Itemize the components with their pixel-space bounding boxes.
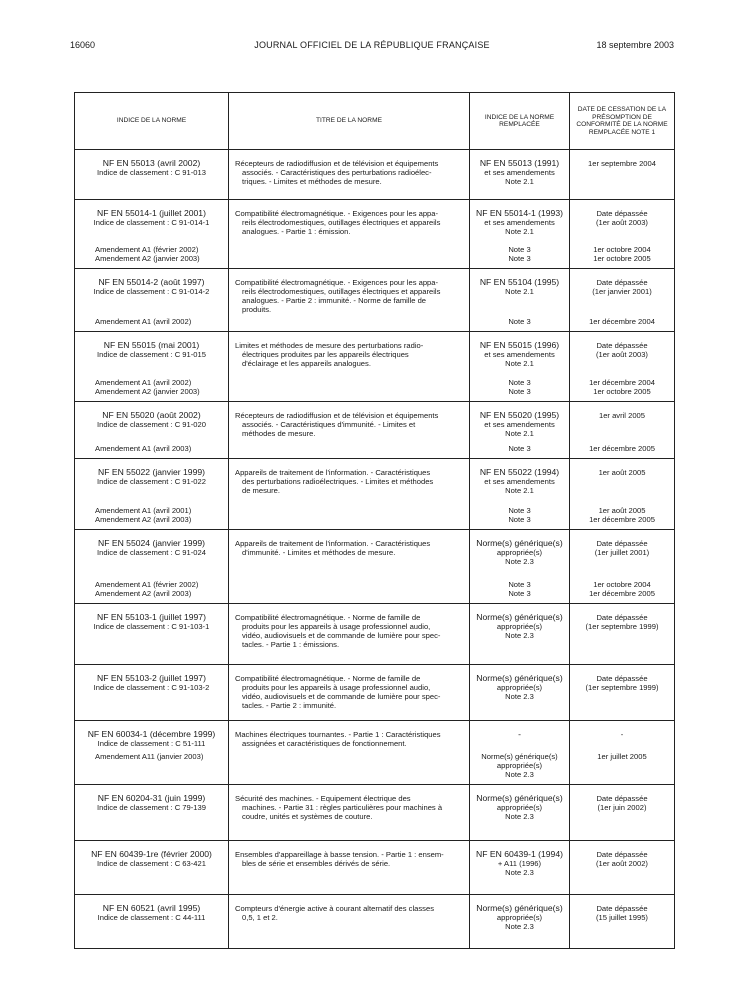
cell-cessation bbox=[570, 604, 675, 665]
replaced-norm-line: NF EN 55013 (1991) bbox=[479, 158, 560, 168]
table-row bbox=[75, 895, 675, 949]
norm-reference: NF EN 55014-2 (août 1997) bbox=[98, 277, 205, 287]
replaced-norm-line: et ses amendements bbox=[484, 168, 555, 177]
replaced-amendment-line: Note 3 bbox=[508, 444, 531, 453]
cessation-date-line: (1er janvier 2001) bbox=[592, 287, 652, 296]
replaced-norm-line: Note 2.3 bbox=[505, 812, 534, 821]
cessation-date-line: (1er août 2003) bbox=[596, 350, 648, 359]
amendment-reference: Amendement A1 (février 2002) bbox=[95, 245, 199, 254]
norm-title-line: reils électrodomestiques, outillages électriques et appareils bbox=[242, 287, 441, 296]
cessation-amendment-date: 1er juillet 2005 bbox=[597, 752, 647, 761]
cessation-amendment-date: 1er août 2005 bbox=[598, 506, 646, 515]
cessation-amendment-date: 1er octobre 2004 bbox=[593, 245, 651, 254]
norm-title-line: d'éclairage et les appareils analogues. bbox=[242, 359, 371, 368]
replaced-norm-line: Note 2.1 bbox=[505, 429, 534, 438]
norm-title-line: assignées et caractéristiques de fonctionnement. bbox=[242, 739, 407, 748]
amendment-reference: Amendement A2 (janvier 2003) bbox=[95, 387, 200, 396]
replaced-amendment-line: appropriée(s) bbox=[496, 761, 543, 770]
replaced-amendment-line: Note 3 bbox=[508, 589, 531, 598]
cell-indice bbox=[75, 721, 229, 785]
cell-cessation bbox=[570, 721, 675, 785]
norm-reference: NF EN 55022 (janvier 1999) bbox=[98, 467, 205, 477]
norm-title-line: 0,5, 1 et 2. bbox=[242, 913, 278, 922]
amendment-reference: Amendement A1 (avril 2002) bbox=[95, 317, 192, 326]
replaced-amendment-line: Note 3 bbox=[508, 245, 531, 254]
replaced-norm-line: appropriée(s) bbox=[496, 803, 543, 812]
table-row bbox=[75, 459, 675, 530]
page-number: 16060 bbox=[70, 40, 96, 50]
cessation-amendment-date: 1er décembre 2005 bbox=[589, 444, 655, 453]
replaced-norm-line: appropriée(s) bbox=[496, 683, 543, 692]
norm-reference: NF EN 55015 (mai 2001) bbox=[103, 340, 200, 350]
replaced-norm-line: Note 2.3 bbox=[505, 692, 534, 701]
norm-title-line: d'immunité. - Limites et méthodes de mesure. bbox=[242, 548, 396, 557]
cell-indice bbox=[75, 459, 229, 530]
cessation-amendment-date: 1er octobre 2004 bbox=[593, 580, 651, 589]
col-header-indice: INDICE DE LA NORME bbox=[75, 93, 229, 150]
cell-cessation bbox=[570, 665, 675, 721]
cell-indice bbox=[75, 895, 229, 949]
cell-indice bbox=[75, 785, 229, 841]
cell-indice bbox=[75, 530, 229, 604]
cessation-date-line: - bbox=[620, 730, 624, 739]
cell-remplacee bbox=[470, 332, 570, 402]
cell-titre bbox=[229, 785, 470, 841]
replaced-norm-line: et ses amendements bbox=[484, 420, 555, 429]
cessation-date-line: Date dépassée bbox=[596, 613, 648, 622]
replaced-norm-line: Note 2.1 bbox=[505, 287, 534, 296]
cell-titre bbox=[229, 604, 470, 665]
classification-index: Indice de classement : C 63-421 bbox=[97, 859, 206, 868]
replaced-norm-line: NF EN 60439-1 (1994) bbox=[476, 849, 563, 859]
cell-indice bbox=[75, 150, 229, 200]
norm-reference: NF EN 55020 (août 2002) bbox=[102, 410, 201, 420]
classification-index: Indice de classement : C 91-022 bbox=[97, 477, 206, 486]
table-row bbox=[75, 332, 675, 402]
norm-reference: NF EN 60521 (avril 1995) bbox=[102, 903, 201, 913]
amendment-reference: Amendement A1 (avril 2001) bbox=[95, 506, 192, 515]
replaced-norm-line: Note 2.3 bbox=[505, 631, 534, 640]
replaced-amendment-line: Note 3 bbox=[508, 580, 531, 589]
cessation-date-line: Date dépassée bbox=[596, 794, 648, 803]
cell-cessation bbox=[570, 785, 675, 841]
replaced-norm-line: appropriée(s) bbox=[496, 548, 543, 557]
table-row bbox=[75, 604, 675, 665]
cell-remplacee bbox=[470, 841, 570, 895]
replaced-norm-line: Note 2.1 bbox=[505, 359, 534, 368]
classification-index: Indice de classement : C 91-103-2 bbox=[93, 683, 210, 692]
table-header-row bbox=[75, 93, 675, 150]
replaced-norm-line: NF EN 55104 (1995) bbox=[479, 277, 560, 287]
table-row bbox=[75, 402, 675, 459]
table-row bbox=[75, 530, 675, 604]
amendment-reference: Amendement A2 (janvier 2003) bbox=[95, 254, 200, 263]
cell-titre bbox=[229, 665, 470, 721]
replaced-norm-line: Note 2.1 bbox=[505, 227, 534, 236]
norm-reference: NF EN 55013 (avril 2002) bbox=[102, 158, 201, 168]
replaced-norm-line: Norme(s) générique(s) bbox=[476, 612, 563, 622]
norm-title-line: de mesure. bbox=[242, 486, 280, 495]
cessation-date-line: (15 juillet 1995) bbox=[596, 913, 648, 922]
replaced-norm-line: et ses amendements bbox=[484, 477, 555, 486]
norm-title-line: analogues. - Partie 1 : émission. bbox=[242, 227, 351, 236]
cessation-date-line: 1er août 2005 bbox=[598, 468, 646, 477]
cell-cessation bbox=[570, 895, 675, 949]
cell-remplacee bbox=[470, 402, 570, 459]
replaced-amendment-line: Note 3 bbox=[508, 387, 531, 396]
amendment-reference: Amendement A1 (avril 2003) bbox=[95, 444, 192, 453]
cell-titre bbox=[229, 200, 470, 269]
norm-title-line: méthodes de mesure. bbox=[242, 429, 316, 438]
cell-remplacee bbox=[470, 895, 570, 949]
classification-index: Indice de classement : C 91-024 bbox=[97, 548, 206, 557]
cell-titre bbox=[229, 332, 470, 402]
replaced-norm-line: et ses amendements bbox=[484, 350, 555, 359]
cessation-date-line: Date dépassée bbox=[596, 278, 648, 287]
table-row bbox=[75, 150, 675, 200]
cell-remplacee bbox=[470, 269, 570, 332]
amendment-reference: Amendement A1 (février 2002) bbox=[95, 580, 199, 589]
cell-titre bbox=[229, 150, 470, 200]
cessation-date-line: Date dépassée bbox=[596, 539, 648, 548]
classification-index: Indice de classement : C 91-020 bbox=[97, 420, 206, 429]
replaced-norm-line: Norme(s) générique(s) bbox=[476, 793, 563, 803]
cessation-date-line: (1er septembre 1999) bbox=[585, 683, 659, 692]
cell-cessation bbox=[570, 530, 675, 604]
replaced-norm-line: Norme(s) générique(s) bbox=[476, 903, 563, 913]
cessation-amendment-date: 1er octobre 2005 bbox=[593, 387, 651, 396]
norm-title-line: Compatibilité électromagnétique. - Norme de famille de bbox=[235, 674, 421, 683]
norm-title-line: Ensembles d'appareillage à basse tension. - Partie 1 : ensem- bbox=[235, 850, 444, 859]
classification-index: Indice de classement : C 91-013 bbox=[97, 168, 206, 177]
norm-title-line: Appareils de traitement de l'information. - Caractéristiques bbox=[235, 539, 431, 548]
cessation-date-line: 1er septembre 2004 bbox=[588, 159, 656, 168]
col-header-titre: TITRE DE LA NORME bbox=[229, 93, 470, 150]
cessation-date-line: Date dépassée bbox=[596, 209, 648, 218]
classification-index: Indice de classement : C 91-014-2 bbox=[93, 287, 210, 296]
cell-titre bbox=[229, 269, 470, 332]
cell-remplacee bbox=[470, 785, 570, 841]
replaced-norm-line: NF EN 55022 (1994) bbox=[479, 467, 560, 477]
cessation-date-line: Date dépassée bbox=[596, 674, 648, 683]
cell-cessation bbox=[570, 332, 675, 402]
cessation-amendment-date: 1er décembre 2004 bbox=[589, 378, 655, 387]
cessation-date-line: Date dépassée bbox=[596, 850, 648, 859]
norm-reference: NF EN 60204-31 (juin 1999) bbox=[97, 793, 206, 803]
amendment-reference: Amendement A2 (avril 2003) bbox=[95, 515, 192, 524]
norm-reference: NF EN 55103-1 (juillet 1997) bbox=[97, 612, 206, 622]
cell-indice bbox=[75, 402, 229, 459]
table-row bbox=[75, 200, 675, 269]
cell-remplacee bbox=[470, 530, 570, 604]
cell-indice bbox=[75, 269, 229, 332]
col-header-cessation: DATE DE CESSATION DE LA PRÉSOMPTION DE CONFORMITÉ DE LA NORME REMPLACÉE NOTE 1 bbox=[570, 93, 675, 150]
page-header bbox=[70, 40, 674, 54]
replaced-amendment-line: Note 3 bbox=[508, 254, 531, 263]
cessation-date-line: 1er avril 2005 bbox=[598, 411, 645, 420]
col-header-remplacee: INDICE DE LA NORME REMPLACÉE bbox=[470, 93, 570, 150]
cell-indice bbox=[75, 332, 229, 402]
norm-title-line: vidéo, audiovisuels et de commande de lumière pour spec- bbox=[242, 631, 441, 640]
norm-title-line: produits pour les appareils à usage professionnel audio, bbox=[242, 622, 431, 631]
replaced-norm-line: NF EN 55015 (1996) bbox=[479, 340, 560, 350]
cell-cessation bbox=[570, 200, 675, 269]
replaced-norm-line: Note 2.3 bbox=[505, 868, 534, 877]
classification-index: Indice de classement : C 91-015 bbox=[97, 350, 206, 359]
cessation-date-line: (1er août 2003) bbox=[596, 218, 648, 227]
classification-index: Indice de classement : C 91-014-1 bbox=[93, 218, 210, 227]
replaced-norm-line: - bbox=[518, 729, 521, 739]
classification-index: Indice de classement : C 79-139 bbox=[97, 803, 206, 812]
cell-titre bbox=[229, 841, 470, 895]
cell-titre bbox=[229, 895, 470, 949]
amendment-reference: Amendement A11 (janvier 2003) bbox=[95, 752, 204, 761]
norm-title-line: Compatibilité électromagnétique. - Exigences pour les appa- bbox=[235, 278, 439, 287]
cessation-date-line: (1er septembre 1999) bbox=[585, 622, 659, 631]
norm-reference: NF EN 60439-1re (février 2000) bbox=[91, 849, 212, 859]
norm-title-line: Récepteurs de radiodiffusion et de télévision et équipements bbox=[235, 411, 439, 420]
cell-remplacee bbox=[470, 721, 570, 785]
norm-title-line: électriques produites par les appareils électriques bbox=[242, 350, 409, 359]
cessation-date-line: Date dépassée bbox=[596, 341, 648, 350]
replaced-norm-line: Note 2.1 bbox=[505, 486, 534, 495]
replaced-norm-line: appropriée(s) bbox=[496, 913, 543, 922]
cessation-date-line: (1er juin 2002) bbox=[597, 803, 647, 812]
replaced-norm-line: appropriée(s) bbox=[496, 622, 543, 631]
norm-title-line: associés. - Caractéristiques d'immunité. - Limites et bbox=[242, 420, 416, 429]
cell-remplacee bbox=[470, 200, 570, 269]
norm-title-line: Machines électriques tournantes. - Partie 1 : Caractéristiques bbox=[235, 730, 441, 739]
norm-title-line: Sécurité des machines. - Equipement électrique des bbox=[235, 794, 411, 803]
cell-cessation bbox=[570, 269, 675, 332]
table-row bbox=[75, 841, 675, 895]
replaced-amendment-line: Note 3 bbox=[508, 378, 531, 387]
cell-cessation bbox=[570, 459, 675, 530]
norm-title-line: tacles. - Partie 2 : immunité. bbox=[242, 701, 337, 710]
classification-index: Indice de classement : C 51-111 bbox=[97, 739, 206, 748]
cell-titre bbox=[229, 459, 470, 530]
cell-titre bbox=[229, 402, 470, 459]
cell-remplacee bbox=[470, 150, 570, 200]
cell-cessation bbox=[570, 841, 675, 895]
table-row bbox=[75, 269, 675, 332]
cell-remplacee bbox=[470, 604, 570, 665]
table-body bbox=[75, 150, 675, 949]
norm-title-line: reils électrodomestiques, outillages électriques et appareils bbox=[242, 218, 441, 227]
norm-title-line: produits. bbox=[242, 305, 272, 314]
norm-title-line: associés. - Caractéristiques des perturbations radioélec- bbox=[242, 168, 432, 177]
cessation-amendment-date: 1er décembre 2005 bbox=[589, 515, 655, 524]
classification-index: Indice de classement : C 91-103-1 bbox=[93, 622, 210, 631]
replaced-amendment-line: Note 3 bbox=[508, 317, 531, 326]
amendment-reference: Amendement A1 (avril 2002) bbox=[95, 378, 192, 387]
cessation-date-line: Date dépassée bbox=[596, 904, 648, 913]
cell-cessation bbox=[570, 150, 675, 200]
classification-index: Indice de classement : C 44-111 bbox=[97, 913, 206, 922]
cell-remplacee bbox=[470, 665, 570, 721]
table-row bbox=[75, 785, 675, 841]
cessation-amendment-date: 1er décembre 2004 bbox=[589, 317, 655, 326]
cell-indice bbox=[75, 841, 229, 895]
norm-title-line: produits pour les appareils à usage professionnel audio, bbox=[242, 683, 431, 692]
norm-reference: NF EN 55103-2 (juillet 1997) bbox=[97, 673, 206, 683]
replaced-amendment-line: Norme(s) générique(s) bbox=[481, 752, 558, 761]
norm-reference: NF EN 55024 (janvier 1999) bbox=[98, 538, 205, 548]
replaced-norm-line: Norme(s) générique(s) bbox=[476, 673, 563, 683]
norm-title-line: tacles. - Partie 1 : émissions. bbox=[242, 640, 340, 649]
amendment-reference: Amendement A2 (avril 2003) bbox=[95, 589, 192, 598]
publication-date: 18 septembre 2003 bbox=[596, 40, 674, 50]
cessation-amendment-date: 1er décembre 2005 bbox=[589, 589, 655, 598]
norm-reference: NF EN 55014-1 (juillet 2001) bbox=[97, 208, 206, 218]
cell-titre bbox=[229, 721, 470, 785]
cell-indice bbox=[75, 200, 229, 269]
cell-remplacee bbox=[470, 459, 570, 530]
norm-title-line: vidéo, audiovisuels et de commande de lumière pour spec- bbox=[242, 692, 441, 701]
table-row bbox=[75, 721, 675, 785]
norm-title-line: Compatibilité électromagnétique. - Norme de famille de bbox=[235, 613, 421, 622]
replaced-amendment-line: Note 3 bbox=[508, 515, 531, 524]
norm-title-line: Limites et méthodes de mesure des perturbations radio- bbox=[235, 341, 424, 350]
journal-title: JOURNAL OFFICIEL DE LA RÉPUBLIQUE FRANÇAISE bbox=[254, 40, 490, 50]
norm-title-line: Compteurs d'énergie active à courant alternatif des classes bbox=[235, 904, 434, 913]
replaced-norm-line: NF EN 55020 (1995) bbox=[479, 410, 560, 420]
replaced-amendment-line: Note 3 bbox=[508, 506, 531, 515]
cessation-amendment-date: 1er octobre 2005 bbox=[593, 254, 651, 263]
norm-title-line: triques. - Limites et méthodes de mesure. bbox=[242, 177, 382, 186]
replaced-amendment-line: Note 2.3 bbox=[505, 770, 534, 779]
replaced-norm-line: et ses amendements bbox=[484, 218, 555, 227]
norm-reference: NF EN 60034-1 (décembre 1999) bbox=[87, 729, 216, 739]
cell-cessation bbox=[570, 402, 675, 459]
norm-title-line: Récepteurs de radiodiffusion et de télévision et équipements bbox=[235, 159, 439, 168]
cell-indice bbox=[75, 665, 229, 721]
cessation-date-line: (1er juillet 2001) bbox=[594, 548, 650, 557]
norms-table bbox=[74, 92, 675, 949]
cell-titre bbox=[229, 530, 470, 604]
norm-title-line: bles de série et ensembles dérivés de série. bbox=[242, 859, 391, 868]
replaced-norm-line: Norme(s) générique(s) bbox=[476, 538, 563, 548]
norm-title-line: analogues. - Partie 2 : immunité. - Norme de famille de bbox=[242, 296, 427, 305]
norm-title-line: des perturbations radioélectriques. - Limites et méthodes bbox=[242, 477, 434, 486]
norm-title-line: Compatibilité électromagnétique. - Exigences pour les appa- bbox=[235, 209, 439, 218]
norm-title-line: Appareils de traitement de l'information. - Caractéristiques bbox=[235, 468, 431, 477]
replaced-norm-line: Note 2.1 bbox=[505, 177, 534, 186]
table-row bbox=[75, 665, 675, 721]
replaced-norm-line: NF EN 55014-1 (1993) bbox=[476, 208, 563, 218]
replaced-norm-line: Note 2.3 bbox=[505, 557, 534, 566]
norm-title-line: machines. - Partie 31 : règles particulières pour machines à bbox=[242, 803, 443, 812]
replaced-norm-line: Note 2.3 bbox=[505, 922, 534, 931]
replaced-norm-line: + A11 (1996) bbox=[497, 859, 542, 868]
norm-title-line: coudre, unités et systèmes de couture. bbox=[242, 812, 373, 821]
cessation-date-line: (1er août 2002) bbox=[596, 859, 648, 868]
cell-indice bbox=[75, 604, 229, 665]
